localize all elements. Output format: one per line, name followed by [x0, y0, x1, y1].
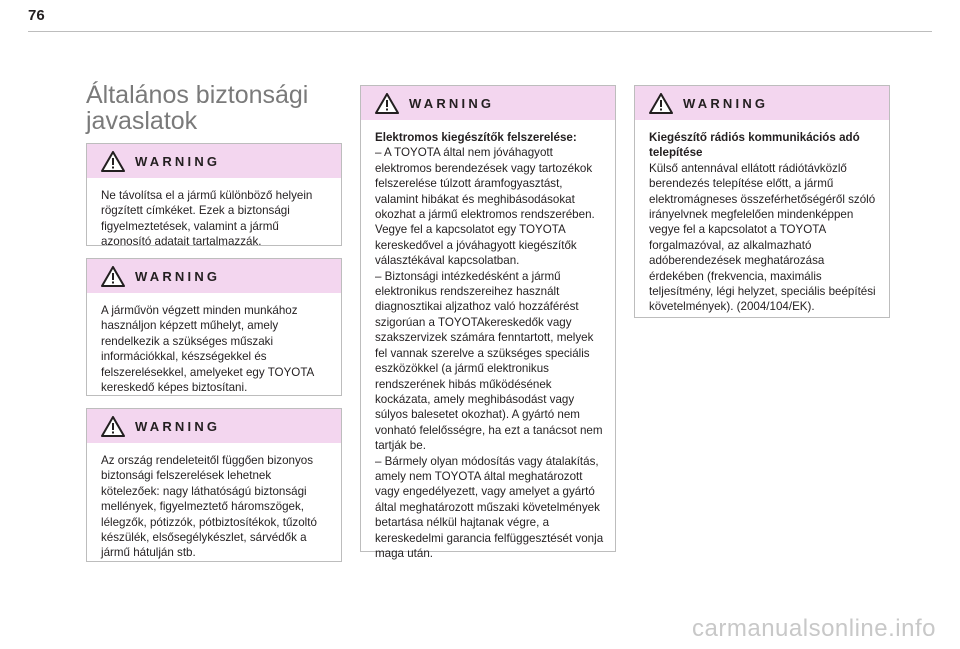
warning-text: – Bármely olyan módosítás vagy átalakítás, amely nem TOYOTA által meghatározott vagy engedélyezett, vagy amelyet a gyártó által meghatározott műszaki követelmények betartása nélkül hajtanak végre, a kereskedelmi garancia felfüggesztését vonja maga után.: [375, 454, 604, 560]
header-divider: [28, 31, 932, 32]
warning-box-electrical: [360, 85, 616, 560]
warning-heading: Kiegészítő rádiós kommunikációs adó telepítése: [649, 131, 860, 160]
warning-header: [87, 144, 341, 178]
warning-body: [87, 178, 341, 250]
warning-text: A járművön végzett minden munkához használjon képzett műhelyt, amely rendelkezik a szükséges műszaki információkkal, készségekkel és felszerelésekkel, amelyeket egy TOYOTA kereskedő képes biztosítani.: [101, 304, 314, 395]
warning-label: WARNING: [409, 95, 495, 111]
warning-heading: Elektromos kiegészítők felszerelése:: [375, 131, 577, 144]
warning-header: [87, 259, 341, 293]
warning-triangle-icon: [101, 151, 125, 172]
warning-triangle-icon: [101, 416, 125, 437]
warning-box-radio: [634, 85, 890, 318]
page-number: 76: [28, 7, 45, 24]
warning-label: WARNING: [135, 268, 221, 284]
warning-label: WARNING: [683, 95, 769, 111]
warning-box-equipment: [86, 408, 342, 562]
warning-body: [87, 293, 341, 395]
warning-text: Ne távolítsa el a jármű különböző helyein rögzített címkéket. Ezek a biztonsági figyelmeztetések, valamint a jármű azonosító adatait tartalmazzák.: [101, 189, 313, 249]
warning-text: – A TOYOTA által nem jóváhagyott elektromos berendezések vagy tartozékok felszerelése túlzott áramfogyasztást, valamint hibákat és meghibásodásokat okozhat a jármű elektromos rendszerében. Vegye fel a kapcsolatot egy TOYOTA kereskedővel a jóváhagyott kiegészítők választékával kapcsolatban.: [375, 146, 595, 268]
warning-header: [635, 86, 889, 120]
warning-triangle-icon: [649, 93, 673, 114]
warning-header: [361, 86, 615, 120]
watermark: carmanualsonline.info: [692, 615, 936, 642]
warning-triangle-icon: [375, 93, 399, 114]
warning-header: [87, 409, 341, 443]
warning-text: – Biztonsági intézkedésként a jármű elektronikus rendszereihez használt diagnosztikai aljzathoz való hozzáférést szigorúan a TOYOTAkereskedők vagy szakszervizek számára fenntartott, melyek fel vannak szerelve a szükséges speciális eszközökkel (a jármű elektronikus rendszerének hibás működésének kockázata, amely meghibásodást vagy súlyos balesetet okozhat). A gyártó nem vonható felelősségre, ha ezt a tanácsot nem tartják be.: [375, 269, 603, 453]
warning-label: WARNING: [135, 418, 221, 434]
warning-text: Külső antennával ellátott rádiótávközlő berendezés telepítése előtt, a jármű elektromágneses összeférhetőségéről szóló irányelvnek megfelelően mindenképpen vegye fel a kapcsolatot a TOYOTA forgalmazóval, az alkalmazható adóberendezések meghatározása érdekében (frekvencia, maximális teljesítmény, légi helyzet, speciális beépítési követelmények). (2004/104/EK).: [649, 161, 876, 314]
warning-label: WARNING: [135, 153, 221, 169]
warning-triangle-icon: [101, 266, 125, 287]
warning-body: [87, 443, 341, 561]
warning-box-labels: [86, 143, 342, 249]
warning-body: [635, 120, 889, 315]
warning-box-workshop: [86, 258, 342, 396]
warning-text: Az ország rendeleteitől függően bizonyos biztonsági felszerelések lehetnek kötelezőek: nagy láthatóságú biztonsági mellények, figyelmeztető háromszögek, lélegzők, pótizzók, pótbiztosítékok, tűzoltó készülék, elsősegélykészlet, sárvédők a jármű hátulján stb.: [101, 454, 317, 560]
section-title: Általános biztonsági javaslatok: [86, 81, 309, 135]
warning-body: [361, 120, 615, 561]
